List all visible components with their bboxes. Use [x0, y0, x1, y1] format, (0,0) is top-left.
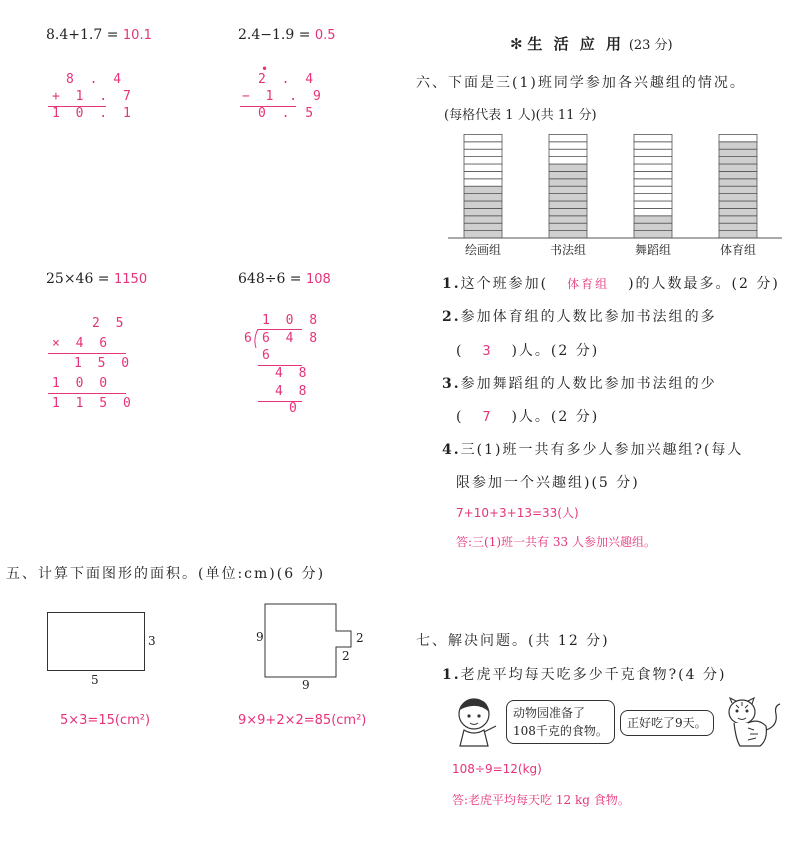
bar-cell: [549, 208, 587, 215]
calc-2-result: 0 . 5: [258, 106, 318, 121]
calc-1-expression: 8.4+1.7 = 10.1: [46, 27, 152, 43]
question-6-1: 1.这个班参加( 体育组 )的人数最多。(2 分): [442, 276, 780, 292]
question-6-2: 2.参加体育组的人数比参加书法组的多: [442, 309, 717, 325]
polygon-shape: [264, 603, 354, 679]
bar-cell: [634, 201, 672, 208]
question-6-3: 3.参加舞蹈组的人数比参加书法组的少: [442, 376, 717, 392]
calc-2-mid: − 1 . 9: [242, 89, 325, 104]
question-6-4-line2: 限参加一个兴趣组)(5 分): [456, 475, 640, 491]
bar-cell: [464, 201, 502, 208]
bar-cell: [634, 186, 672, 193]
bar-1: [464, 134, 502, 238]
calc-3-row5: 1 1 5 0: [52, 396, 135, 411]
bar-cell: [464, 216, 502, 223]
section-5-title: 五、计算下面图形的面积。(单位:cm)(6 分): [6, 566, 326, 582]
bar-cell: [549, 223, 587, 230]
speech-bubble-2: 正好吃了9天。: [620, 710, 714, 736]
bar-cell: [464, 186, 502, 193]
bar-cell: [719, 231, 757, 238]
question-7-1-calc: 108÷9=12(kg): [452, 762, 542, 776]
question-6-3-answer-line: ( 7 )人。(2 分): [456, 409, 600, 425]
calc-4-step3: 4 8: [275, 384, 311, 399]
bar-cell: [634, 134, 672, 141]
bar-cell: [634, 231, 672, 238]
section-6-note: (每格代表 1 人)(共 11 分): [444, 108, 597, 123]
calc-3-row1: 2 5: [92, 316, 128, 331]
bar-cell: [549, 142, 587, 149]
calc-4-quotient: 1 0 8: [262, 313, 322, 328]
bar-cell: [719, 208, 757, 215]
bar-cell: [634, 164, 672, 171]
calc-2-borrow-dot: •: [261, 62, 269, 76]
interest-group-chart: [446, 134, 786, 262]
bar-cell: [719, 216, 757, 223]
bar-cell: [719, 179, 757, 186]
rect-side-label: 3: [148, 634, 156, 648]
rect-area-answer: 5×3=15(cm²): [60, 713, 151, 728]
bar-cell: [719, 134, 757, 141]
bar-cell: [464, 179, 502, 186]
bar-4: [719, 134, 757, 238]
calc-4-step4: 0: [289, 401, 301, 416]
poly-area-answer: 9×9+2×2=85(cm²): [238, 713, 367, 728]
question-6-2-answer-line: ( 3 )人。(2 分): [456, 343, 600, 359]
bar-cell: [464, 223, 502, 230]
bar-cell: [719, 149, 757, 156]
bar-cell: [549, 186, 587, 193]
bar-cell: [719, 201, 757, 208]
bar-cell: [634, 171, 672, 178]
bar-cell: [464, 171, 502, 178]
bar-cell: [464, 157, 502, 164]
bar-cell: [634, 157, 672, 164]
bar-cell: [549, 201, 587, 208]
calc-2-top: 2 . 4: [258, 72, 318, 87]
bar-cell: [464, 149, 502, 156]
calc-1-top: 8 . 4: [66, 72, 126, 87]
category-label: 绘画组: [464, 243, 502, 257]
boy-icon: [452, 696, 500, 748]
poly-inner-label: 2: [342, 649, 350, 663]
poly-bottom-label: 9: [302, 678, 310, 692]
bar-cell: [719, 186, 757, 193]
bar-3: [634, 134, 672, 238]
bar-cell: [719, 223, 757, 230]
calc-3-expression: 25×46 = 1150: [46, 271, 148, 287]
calc-1-mid: + 1 . 7: [52, 89, 135, 104]
section-header: ✻ 生 活 应 用 (23 分): [510, 35, 673, 53]
calc-4-step1: 6: [262, 348, 274, 363]
calc-4-step2: 4 8: [275, 366, 311, 381]
bar-2: [549, 134, 587, 238]
bar-cell: [549, 216, 587, 223]
bar-cell: [719, 171, 757, 178]
speech-bubble-1: 动物园准备了 108千克的食物。: [506, 700, 615, 744]
rect-bottom-label: 5: [91, 673, 99, 687]
bar-cell: [464, 208, 502, 215]
section-7-title: 七、解决问题。(共 12 分): [416, 633, 610, 649]
calc-2-expression: 2.4−1.9 = 0.5: [238, 27, 336, 43]
calc-1-result: 1 0 . 1: [52, 106, 135, 121]
bar-cell: [719, 157, 757, 164]
calc-3-row3: 1 5 0: [74, 356, 134, 371]
poly-right-label: 2: [356, 631, 364, 645]
poly-left-label: 9: [256, 630, 264, 644]
rectangle-shape: [47, 612, 145, 671]
bar-cell: [464, 142, 502, 149]
question-6-4: 4.三(1)班一共有多少人参加兴趣组?(每人: [442, 442, 744, 458]
question-7-1-answer: 答:老虎平均每天吃 12 kg 食物。: [452, 793, 630, 807]
question-7-1: 1.老虎平均每天吃多少千克食物?(4 分): [442, 667, 727, 683]
bar-cell: [549, 194, 587, 201]
bar-cell: [549, 157, 587, 164]
flower-icon: ✻: [510, 35, 523, 53]
bar-cell: [634, 142, 672, 149]
bar-cell: [464, 194, 502, 201]
category-label: 舞蹈组: [634, 243, 672, 257]
bar-cell: [549, 231, 587, 238]
calc-4-divisor: 6: [244, 331, 256, 346]
calc-4-dividend: 6 4 8: [262, 331, 322, 346]
bar-cell: [634, 194, 672, 201]
bar-cell: [549, 134, 587, 141]
category-label: 体育组: [719, 243, 757, 257]
bar-cell: [719, 142, 757, 149]
bar-cell: [549, 179, 587, 186]
question-6-4-calc: 7+10+3+13=33(人): [456, 506, 579, 520]
section-6-title: 六、下面是三(1)班同学参加各兴趣组的情况。: [416, 75, 746, 91]
bar-cell: [464, 231, 502, 238]
bar-cell: [634, 149, 672, 156]
category-label: 书法组: [549, 243, 587, 257]
bar-cell: [549, 164, 587, 171]
calc-3-row4: 1 0 0: [52, 376, 112, 391]
calc-3-row2: × 4 6: [52, 336, 112, 351]
bar-cell: [634, 223, 672, 230]
bar-cell: [464, 134, 502, 141]
bar-cell: [464, 164, 502, 171]
bar-cell: [719, 164, 757, 171]
bar-cell: [549, 171, 587, 178]
tiger-icon: [724, 696, 782, 750]
question-6-4-answer: 答:三(1)班一共有 33 人参加兴趣组。: [456, 535, 656, 549]
bar-cell: [634, 208, 672, 215]
bar-cell: [719, 194, 757, 201]
bar-cell: [634, 216, 672, 223]
bar-cell: [549, 149, 587, 156]
bar-cell: [634, 179, 672, 186]
calc-4-expression: 648÷6 = 108: [238, 271, 331, 287]
